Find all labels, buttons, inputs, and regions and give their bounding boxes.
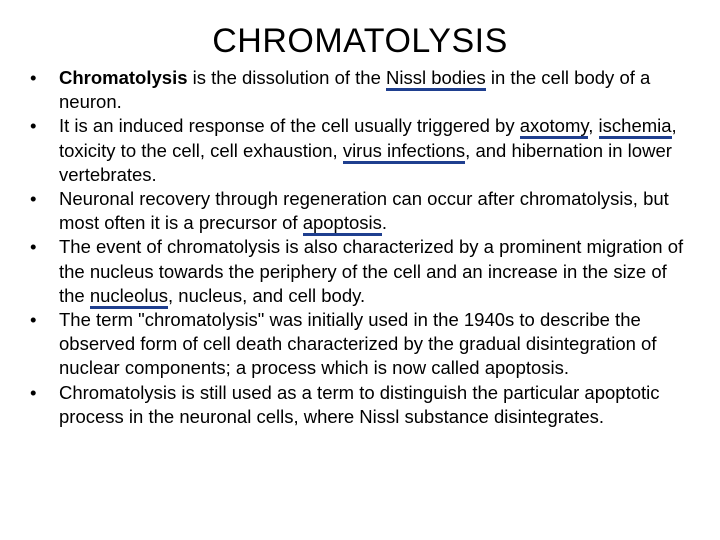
bullet-text: , — [588, 115, 599, 137]
bullet-text: , and hibernation in lower vertebrates. — [59, 139, 672, 185]
bullet-dot-icon: • — [30, 67, 37, 88]
link-apoptosis[interactable]: apoptosis — [303, 212, 382, 236]
bullet-text: Neuronal recovery through regeneration can occur after chromatolysis, but most often it is a precursor of — [59, 188, 669, 234]
bullet-text: , toxicity to the cell, cell exhaustion, — [59, 115, 677, 161]
bullet-text: The term "chromatolysis" was initially used in the 1940s to describe the observed form of cell death characterized by the gradual disintegration of nuclear components; a process which is now called apoptosis. — [59, 309, 657, 379]
bullet-dot-icon: • — [30, 236, 37, 258]
bullet-item — [30, 114, 695, 187]
bullet-item — [30, 381, 695, 429]
bullet-dot-icon: • — [30, 188, 37, 210]
link-axotomy[interactable]: axotomy — [520, 115, 589, 139]
bullet-text: in the cell body of a neuron. — [59, 67, 651, 113]
bullet-item — [30, 66, 695, 114]
bullet-text: is the dissolution of the — [187, 67, 386, 88]
bold-term: Chromatolysis — [59, 67, 188, 88]
bullet-text: Chromatolysis is still used as a term to distinguish the particular apoptotic process in the neuronal cells, where Nissl substance disintegrates. — [59, 381, 660, 427]
slide-title: CHROMATOLYSIS — [212, 22, 508, 60]
link-virus-infections[interactable]: virus infections — [343, 140, 465, 164]
link-nucleolus[interactable]: nucleolus — [90, 285, 168, 309]
bullet-dot-icon: • — [30, 381, 37, 403]
bullet-item — [30, 308, 695, 381]
bullet-item — [30, 187, 695, 235]
bullet-item — [30, 235, 695, 308]
bullet-text: . — [381, 212, 388, 234]
bullet-text: It is an induced response of the cell usually triggered by — [59, 115, 520, 137]
bullet-text: The event of chromatolysis is also characterized by a prominent migration of the nucleus towards the periphery of the cell and an increase in the size of the — [59, 236, 684, 306]
bullet-dot-icon: • — [30, 115, 37, 137]
bullet-text: , nucleus, and cell body. — [168, 284, 366, 306]
link-ischemia[interactable]: ischemia — [599, 115, 672, 139]
bullet-list — [30, 66, 695, 429]
link-nissl-bodies[interactable]: Nissl bodies — [386, 67, 486, 91]
bullet-dot-icon: • — [30, 309, 37, 331]
